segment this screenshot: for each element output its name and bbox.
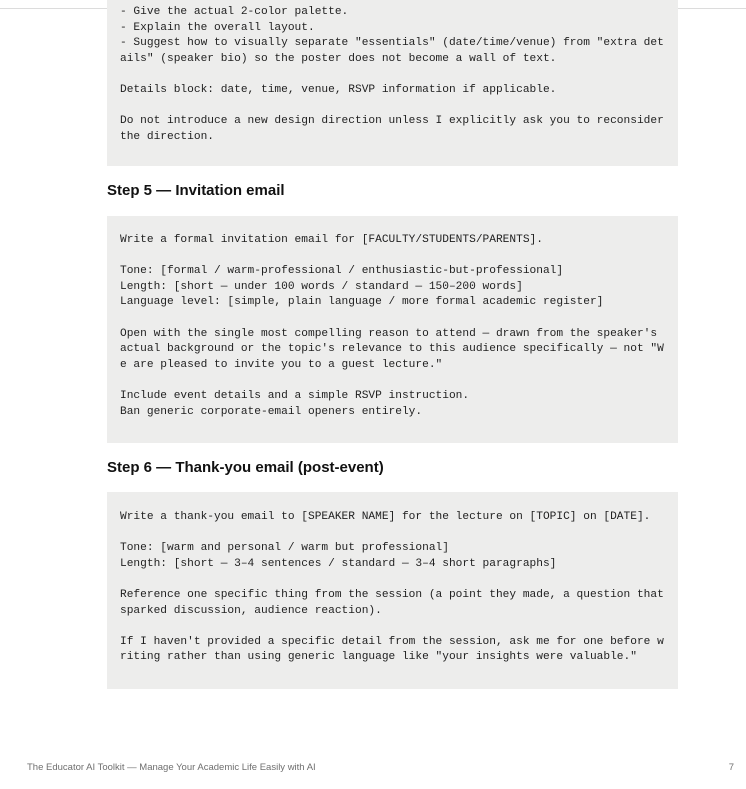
code-blank-line — [120, 67, 666, 83]
code-blank-line — [120, 373, 666, 389]
code-line: - Explain the overall layout. — [120, 21, 315, 34]
code-line: Open with the single most compelling reason to attend — drawn from the speaker's actual background or the topic's relevance to this audience specifically — not "We are pleased to invite you to a guest lecture." — [120, 327, 664, 371]
code-blank-line — [120, 249, 666, 265]
code-line: Length: [short — 3–4 sentences / standard — 3–4 short paragraphs] — [120, 557, 557, 570]
code-line: - Suggest how to visually separate "essentials" (date/time/venue) from "extra details" (speaker bio) so the poster does not become a wall of text. — [120, 37, 664, 65]
footer-book-title: The Educator AI Toolkit — Manage Your Academic Life Easily with AI — [27, 762, 316, 773]
code-line: - Give the actual 2-color palette. — [120, 6, 349, 18]
code-line: Write a thank-you email to [SPEAKER NAME] for the lecture on [TOPIC] on [DATE]. — [120, 511, 651, 523]
step-5-heading: Step 5 — Invitation email — [107, 182, 285, 199]
footer-page-number: 7 — [728, 762, 734, 773]
code-line: If I haven't provided a specific detail from the session, ask me for one before writing rather than using generic language like "your insights were valuable." — [120, 635, 664, 664]
code-line: Write a formal invitation email for [FACULTY/STUDENTS/PARENTS]. — [120, 234, 543, 246]
code-line: Include event details and a simple RSVP instruction. — [120, 389, 470, 402]
code-line: Length: [short — under 100 words / standard — 150–200 words] — [120, 280, 523, 293]
code-line: Ban generic corporate-email openers entirely. — [120, 405, 423, 418]
prompt-code-block-poster — [107, 0, 678, 166]
code-blank-line — [120, 311, 666, 327]
code-line: Details block: date, time, venue, RSVP information if applicable. — [120, 83, 557, 96]
code-line: Tone: [warm and personal / warm but professional] — [120, 542, 449, 555]
code-blank-line — [120, 99, 666, 115]
prompt-code-block-thank-you — [107, 492, 678, 689]
prompt-code-block-invitation — [107, 216, 678, 443]
code-blank-line — [120, 572, 666, 588]
code-line: Tone: [formal / warm-professional / enthusiastic-but-professional] — [120, 265, 564, 278]
code-line: Language level: [simple, plain language / more formal academic register] — [120, 296, 604, 309]
code-line: Reference one specific thing from the session (a point they made, a question that sparked discussion, audience reaction). — [120, 588, 671, 617]
code-line: Do not introduce a new design direction unless I explicitly ask you to reconsider the direction. — [120, 115, 671, 143]
code-blank-line — [120, 619, 666, 635]
code-blank-line — [120, 526, 666, 542]
step-6-heading: Step 6 — Thank-you email (post-event) — [107, 459, 384, 476]
